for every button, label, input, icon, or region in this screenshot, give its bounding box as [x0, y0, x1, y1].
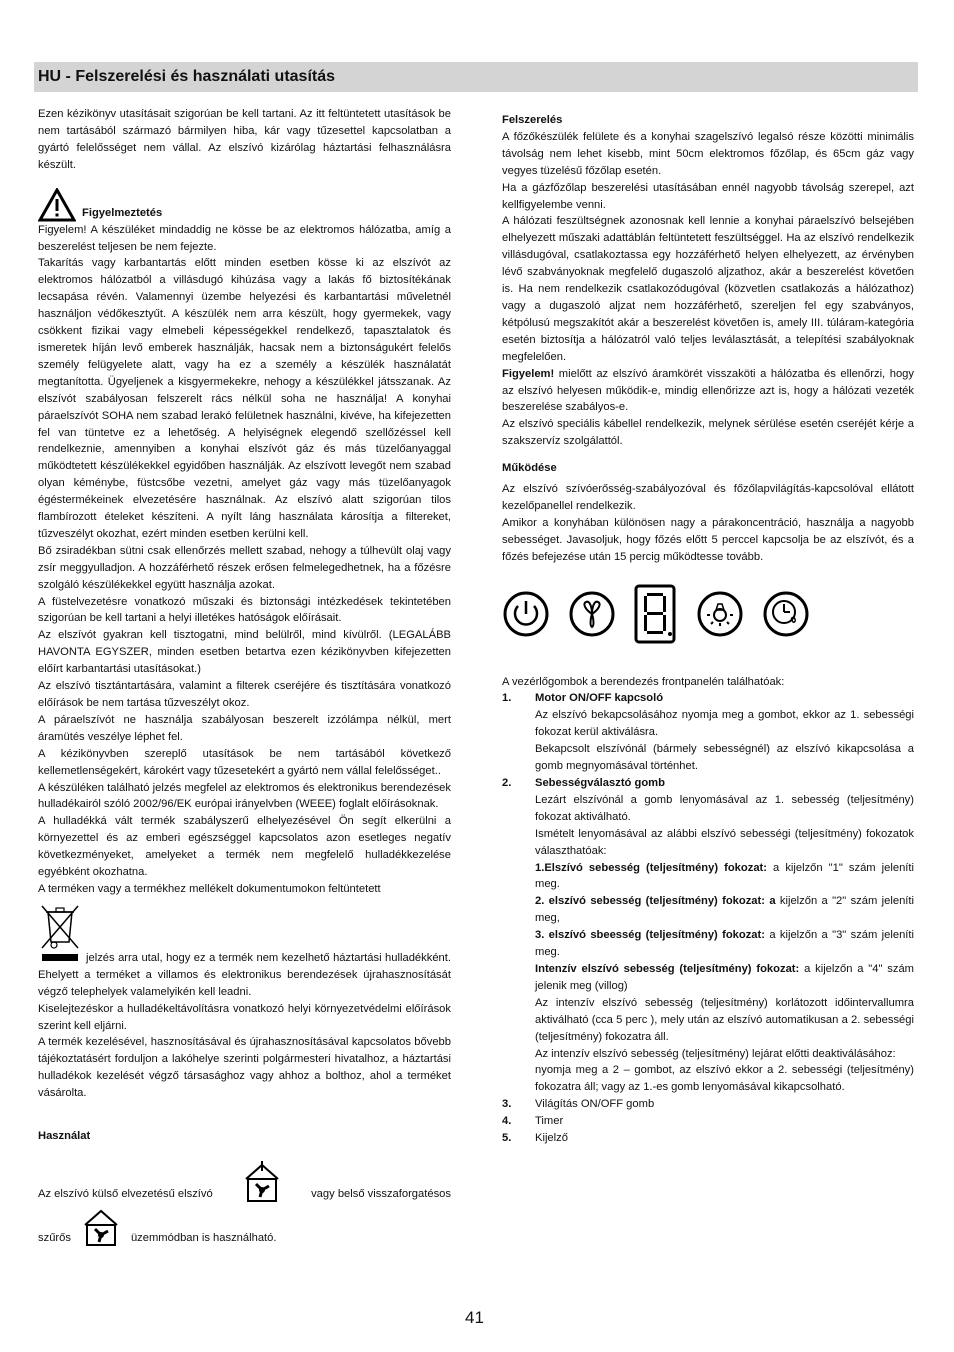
control-item-1-b: Bekapcsolt elszívónál (bármely sebességnél) az elszívó kikapcsolása a gomb megnyomásával történhet. — [535, 743, 914, 773]
speed-level-intensive: Intenzív elszívó sebesség (teljesítmény) fokozat: a kijelzőn a "4" szám jelenik meg (villog) — [535, 962, 914, 992]
control-item-4: 4. Timer — [502, 1115, 564, 1128]
control-item-1: 1. Motor ON/OFF kapcsoló — [502, 692, 664, 705]
control-item-5: 5. Kijelző — [502, 1132, 568, 1145]
usage-text-a: Az elszívó külső elvezetésű elszívó — [38, 1188, 213, 1201]
speed-level-3: 3. elszívó sbeesség (teljesítmény) fokozat: a kijelzőn a "3" szám jeleníti meg. — [535, 929, 915, 959]
warning-p8: A kézikönyvben szereplő utasítások be nem tartásából következő kellemetlenségekért, károkért vagy tűzesetekért a gyártó nem vállal felelősséget.. — [38, 747, 451, 777]
weee-p11: A terméken vagy a termékhez mellékelt dokumentumokon feltüntetett — [38, 882, 381, 895]
usage-line-2 — [38, 1207, 451, 1247]
weee-p10: A hulladékká vált termék szabályszerű elhelyezésével Ön segít elkerülni a környezettel és az emberi egészséggel kapcsolatos azon esetleges negatív következményeket, amelyeket a termék nem megfelelő hulladékkezelése egyébként okozhatna. — [38, 815, 451, 879]
speed-level-1: 1.Elszívó sebesség (teljesítmény) fokozat: a kijelzőn "1" szám jeleníti meg. — [535, 861, 914, 891]
operation-heading: Működése — [502, 462, 557, 475]
install-r4: Figyelem! mielőtt az elszívó áramkörét visszaköti a hálózatba és ellenőrzi, hogy az elszívó helyesen működik-e, mindig ellenőrizze azt is, hogy a hálózati vezeték beszerelése szabályos-e. — [502, 367, 914, 414]
warning-p4: A füstelvezetésre vonatkozó műszaki és biztonsági intézkedések tekintetében szigorúan be kell tartani a helyi illetékes hatóságok előírásait. — [38, 595, 451, 625]
intro-paragraph: Ezen kézikönyv utasításait szigorúan be kell tartani. Az itt feltüntetett utasítások be nem tartásából származó bármilyen hiba, kár vagy tűzesettel kapcsolatban a gyártó felelősséget nem vállal. Az elszívó kizárólag háztartási felhasználásra készült. — [38, 108, 451, 171]
page-number: 41 — [465, 1308, 484, 1327]
right-column — [502, 112, 914, 1147]
install-r5: Az elszívó speciális kábellel rendelkezik, melynek sérülése esetén cseréjét kérje a szakszervíz szolgálattól. — [502, 418, 914, 448]
seven-segment-display-icon — [634, 584, 678, 644]
weee-p14: A termék kezelésével, hasznosításával és újrahasznosításával kapcsolatos bővebb tájékoztatásért forduljon a lakóhelye szerinti polgármesteri hivatalhoz, a háztartási hulladékok kezelését végző társasághoz vagy ahhoz a bolthoz, ahol a terméket vásárolta. — [38, 1036, 451, 1100]
control-item-2: 2. Sebességválasztó gomb — [502, 777, 665, 789]
usage-text-b: vagy belső visszaforgatésos — [311, 1188, 451, 1201]
controls-intro: A vezérlőgombok a berendezés frontpanelén találhatóak: — [502, 675, 785, 688]
speed-level-2: 2. elszívó sebesség (teljesítmény) fokozat: a kijelzőn a "2" szám jeleníti meg, — [535, 895, 914, 925]
usage-text-c: szűrős — [38, 1232, 71, 1245]
install-r2: Ha a gázfőzőlap beszerelési utasításában ennél nagyobb távolság szerepel, azt kellfigyelembe venni. — [502, 181, 914, 211]
weee-p13: Kiselejtezéskor a hulladékeltávolításra vonatkozó helyi környezetvédelmi előírások szerint kell eljárni. — [38, 1002, 451, 1032]
recirculation-mode-icon — [81, 1207, 121, 1247]
warning-p3: Bő zsiradékban sütni csak ellenőrzés mellett szabad, nehogy a túlhevült olaj vagy zsír meggyulladjon. A hozzáférhető részek erősen felmelegedhetnek, ha a főzésre szolgáló készülékekkel együtt használja azokat. — [38, 544, 451, 591]
fan-speed-button-icon — [568, 590, 616, 638]
weee-bin-icon — [38, 902, 82, 950]
control-item-2-a: Lezárt elszívónál a gomb lenyomásával az 1. sebesség (teljesítmény) fokozat aktiválható. — [535, 793, 914, 823]
usage-text-d: üzemmódban is használható. — [130, 1232, 277, 1245]
operation-r7: Amikor a konyhában különösen nagy a párakoncentráció, használja a nagyobb sebességet. Javasoljuk, hogy főzés előtt 5 perccel kapcsolja be az elszívót, és a főzés befejezése után 15 percig működtesse tovább. — [502, 516, 914, 563]
warning-heading: Figyelmeztetés — [82, 206, 163, 219]
usage-line-1 — [38, 1157, 451, 1203]
intensive-note: Az intenzív elszívó sebesség (teljesítmény) korlátozott időintervallumra aktiválható (cca 5 perc ), mely után az elszívó automatikusan a 2. sebességi (teljesítmény) fokozatra áll. — [535, 996, 914, 1043]
power-button-icon — [502, 590, 550, 638]
left-column — [38, 106, 451, 1247]
timer-button-icon — [762, 590, 810, 638]
warning-p1: Figyelem! A készüléket mindaddig ne kösse be az elektromos hálózatba, amíg a beszerelést teljesen be nem fejezte. — [38, 223, 451, 253]
ducted-mode-icon — [242, 1159, 282, 1203]
weee-symbol-block — [38, 898, 451, 950]
warning-p6: Az elszívó tisztántartására, valamint a filterek cseréjére és tisztítására vonatkozó előírások be nem tartása tűzveszélyt okoz. — [38, 680, 451, 709]
usage-heading: Használat — [38, 1130, 91, 1143]
warning-p7: A páraelszívót ne használja szabályosan beszerelt izzólámpa nélkül, mert áramütés veszélye léphet fel. — [38, 713, 451, 743]
warning-block — [38, 186, 451, 222]
warning-p2: Takarítás vagy karbantartás előtt minden esetben kösse ki az elszívót az elektromos hálózatból a villásdugó kihúzása vagy a lakás fő biztosítékának lecsapása révén. Valamennyi üzembe helyezési és karbantartási műveletnél használjon védőkesztyűt. A készülék nem arra készült, hogy gyermekek, vagy csökkent fizikai vagy elmebeli képességekkel rendelkező, tapasztalatok és ismeretek híján levő emberek használják, hacsak nem a biztonságukért felelős személy felügyelete alatt, vagy ha ez a személy a készülék használatát megtanította. Ügyeljenek a kisgyermekekre, nehogy a készülékkel játsszanak. Az elszívót szabályosan felszerelt rács nélkül soha ne használja! A konyhai páraelszívót SOHA nem szabad lerakó felületnek használni, kivéve, ha kifejezetten fel van tüntetve ez a lehetőség. A helyiségnek elegendő szellőzéssel kell rendelkeznie, amennyiben a konyhai elszívót gáz és más tüzelőanyaggal működtetett készülékekkel egyidőben használják. Az elszívott levegőt nem szabad olyan kéménybe, füstcsőbe vezetni, amelyet gáz vagy más tüzelőanyagok égéstermékeinek elvezetésére használnak. Az elszívó alatt szigorúan tilos flambírozott ételeket készíteni. A nyílt láng használata károsítja a filtereket, tűzveszélyt okozhat, ezért minden esetben kerülni kell. — [38, 257, 451, 540]
section-header — [34, 62, 918, 92]
intensive-deactivate: Az intenzív elszívó sebesség (teljesítmény) lejárat előtti deaktiválásához: — [535, 1047, 896, 1060]
intensive-deactivate-steps: nyomja meg a 2 – gombot, az elszívó ekkor a 2. sebességi (teljesítmény) fokozatra áll; vagy az 1.-es gomb lenyomásával kikapcsolható. — [535, 1064, 914, 1094]
weee-p9: A készüléken található jelzés megfelel az elektromos és elektronikus berendezések hulladékairól szóló 2002/96/EK európai irányelvben (WEEE) foglalt előírásoknak. — [38, 781, 451, 811]
weee-bar-icon — [42, 954, 78, 961]
warning-p5: Az elszívót gyakran kell tisztogatni, mind belülről, mind kívülről. (LEGALÁBB HAVONTA EGYSZER, minden esetben betartva ezen kézikönyvben kifejezetten előírt karbantartási utasításokat.) — [38, 629, 451, 676]
light-button-icon — [696, 590, 744, 638]
weee-p12: jelzés arra utal, hogy ez a termék nem kezelhető háztartási hulladékként. Ehelyett a terméket a villamos és elektronikus berendezések újrahasznosítását végző telephelyek valamelyikén kell leadni. — [38, 951, 451, 998]
control-item-2-b: Ismételt lenyomásával az alábbi elszívó sebességi (teljesítmény) fokozatok választhatóak: — [535, 827, 914, 857]
install-heading: Felszerelés — [502, 114, 563, 126]
operation-r6: Az elszívó szívóerősség-szabályozóval és főzőlapvilágítás-kapcsolóval ellátott kezelőpanellel rendelkezik. — [502, 483, 914, 512]
install-r1: A főzőkészülék felülete és a konyhai szagelszívó legalsó része közötti minimális távolság nem lehet kisebb, mint 50cm elektromos főzőlap, és 65cm gáz vagy vegyes tüzelésű főzőlap esetén. — [502, 130, 914, 177]
control-panel-icons — [502, 584, 914, 644]
control-item-1-a: Az elszívó bekapcsolásához nyomja meg a gombot, ekkor az 1. sebességi fokozat kerül aktiválásra. — [535, 709, 914, 739]
warning-triangle-icon — [38, 188, 76, 222]
install-r3: A hálózati feszültségnek azonosnak kell lennie a konyhai páraelszívó belsejében elhelyezett műszaki adattáblán feltüntetett feszültséggel. Ha az elszívó rendelkezik villásdugóval, csatlakoztassa egy hozzáférhető helyen elhelyezett, az érvényben lévő szabványoknak megfelelő dugaszoló aljzathoz, akár a beszerelést követően is. Ha nem rendelkezik csatlakozódugóval (közvetlen csatlakozás a hálózathoz) vagy a dugaszoló aljzat nem hozzáférhető, szereljen fel egy szabványos, kétpólusú megszakítót akár a beszerelést követően is, amely III. túláram-kategória esetén biztosítja a hálózatról való teljes leválasztását, a telepítési szabályoknak megfelelően. — [502, 215, 914, 363]
control-item-3: 3. Világítás ON/OFF gomb — [502, 1098, 655, 1111]
page-title: HU - Felszerelési és használati utasítás — [38, 68, 336, 85]
